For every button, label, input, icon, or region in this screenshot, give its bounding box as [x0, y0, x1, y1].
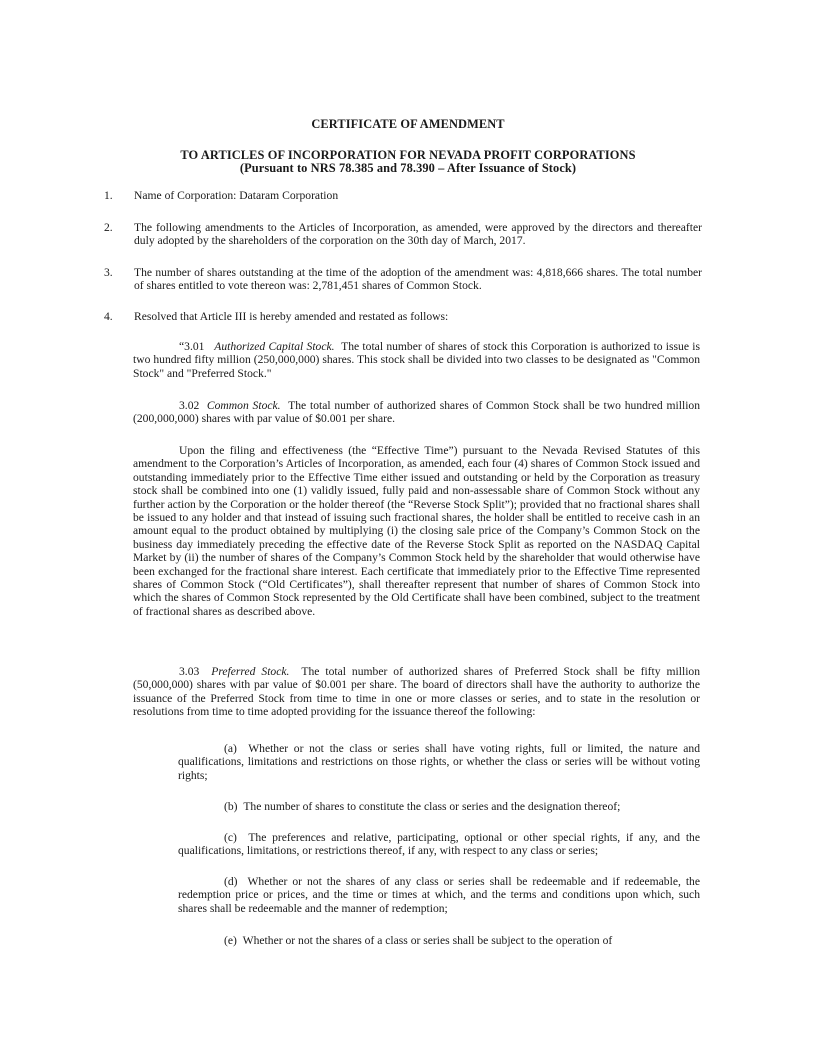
- sub-item-label: (c): [224, 831, 237, 844]
- section-heading: Common Stock.: [206, 399, 281, 412]
- sub-item-text: The preferences and relative, participating, optional or other special rights, if any, and the qualifications, limitations, or restrictions thereof, if any, with respect to any class or series;: [178, 831, 700, 858]
- section-number: 3.02: [179, 399, 200, 412]
- sub-item-text: Whether or not the shares of any class or series shall be redeemable and if redeemable, the redemption price or prices, and the time or times at which, and the terms and conditions upon which, such shares shall be redeemable and the manner of redemption;: [178, 875, 701, 915]
- sub-item-label: (a): [224, 742, 237, 755]
- sub-item-text: Whether or not the shares of a class or series shall be subject to the operation of: [242, 934, 613, 947]
- section-number: 3.03: [179, 665, 200, 678]
- sub-item-text: The number of shares to constitute the class or series and the designation thereof;: [243, 800, 621, 813]
- sub-item-label: (b): [224, 800, 238, 813]
- sub-item-d: [178, 875, 700, 915]
- section-text: The total number of authorized shares of Common Stock shall be two hundred million (200,000,000) shares with par value of $0.001 per share.: [133, 399, 701, 426]
- item-number: 2.: [104, 221, 113, 234]
- statute-reference: (Pursuant to NRS 78.385 and 78.390 – After Issuance of Stock): [239, 161, 577, 175]
- item-text: The number of shares outstanding at the time of the adoption of the amendment was: 4,818,666 shares. The total number of shares entitled to vote thereon was: 2,781,451 shares of Common Stock.: [134, 266, 702, 293]
- item-text: The following amendments to the Articles of Incorporation, as amended, were approved by the directors and thereafter duly adopted by the shareholders of the corporation on the 30th day of March, 2017.: [134, 221, 702, 248]
- sub-item-b: [178, 800, 700, 813]
- section-number: “3.01: [179, 340, 205, 353]
- section-heading: Authorized Capital Stock.: [214, 340, 335, 353]
- item-number: 4.: [104, 310, 113, 323]
- section-3-03: [133, 665, 700, 719]
- section-heading: Preferred Stock.: [211, 665, 290, 678]
- section-3-02: [133, 399, 700, 426]
- item-number: 1.: [104, 189, 113, 202]
- sub-item-text: Whether or not the class or series shall have voting rights, full or limited, the nature and qualifications, limitations and restrictions on those rights, or whether the class or series will be without voting rights;: [178, 742, 701, 782]
- item-text: Name of Corporation: Dataram Corporation: [134, 189, 339, 202]
- sub-item-e: [178, 934, 700, 947]
- reverse-split-paragraph: Upon the filing and effectiveness (the “Effective Time”) pursuant to the Nevada Revised Statutes of this amendment to the Corporation’s Articles of Incorporation, as amended, each four (4) shares of Common Stock issued and outstanding immediately prior to the Effective Time either issued and outstanding or held by the Corporation as treasury stock shall be combined into one (1) validly issued, fully paid and non-assessable share of Common Stock without any further action by the Corporation or the holder thereof (the “Reverse Stock Split”); provided that no fractional shares shall be issued to any holder and that instead of issuing such fractional shares, the holder shall be entitled to receive cash in an amount equal to the product obtained by multiplying (i) the closing sale price of the Company’s Common Stock on the business day immediately preceding the effective date of the Reverse Stock Split as reported on the NASDAQ Capital Market by (ii) the number of shares of the Company’s Common Stock held by the shareholder that would otherwise have been exchanged for the fractional share interest. Each certificate that immediately prior to the Effective Time represented shares of Common Stock (“Old Certificates”), shall thereafter represent that number of shares of Common Stock into which the shares of Common Stock represented by the Old Certificate shall have been combined, subject to the treatment of fractional shares as described above.: [133, 444, 700, 618]
- section-3-01: [133, 340, 700, 380]
- item-text: Resolved that Article III is hereby amended and restated as follows:: [134, 310, 449, 323]
- sub-item-label: (d): [224, 875, 238, 888]
- sub-item-label: (e): [224, 934, 237, 947]
- sub-item-c: [178, 831, 700, 858]
- item-number: 3.: [104, 266, 113, 279]
- sub-item-a: [178, 742, 700, 782]
- document-title: CERTIFICATE OF AMENDMENT: [311, 117, 505, 131]
- section-text: The total number of shares of stock this Corporation is authorized to issue is two hundred fifty million (250,000,000) shares. This stock shall be divided into two classes to be designated as "Common Stock" and "Preferred Stock.": [133, 340, 700, 380]
- document-subtitle: TO ARTICLES OF INCORPORATION FOR NEVADA PROFIT CORPORATIONS: [180, 148, 636, 162]
- section-text: The total number of authorized shares of Preferred Stock shall be fifty million (50,000,000) shares with par value of $0.001 per share. The board of directors shall have the authority to authorize the issuance of the Preferred Stock from time to time in one or more classes or series, and to state in the resolution or resolutions from time to time adopted providing for the issuance thereof the following:: [133, 665, 701, 719]
